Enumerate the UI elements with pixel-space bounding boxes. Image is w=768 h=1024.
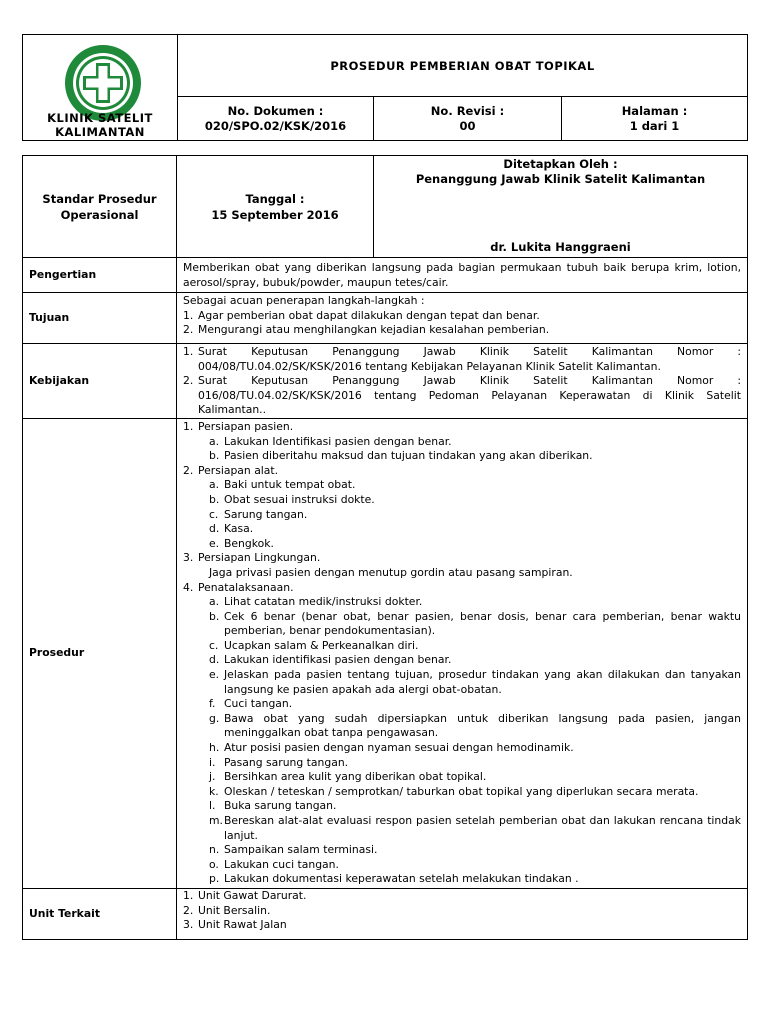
unit-terkait-label: Unit Terkait <box>23 888 177 939</box>
pengertian-label: Pengertian <box>23 258 177 293</box>
document-number-label: No. Dokumen : <box>227 103 324 118</box>
set-by-label: Ditetapkan Oleh : <box>503 157 618 171</box>
pengertian-text: Memberikan obat yang diberikan langsung pada bagian permukaan tubuh baik berupa krim, lotion, aerosol/spray, bubuk/powder, maupun tetes/cair. <box>177 258 748 293</box>
list-item: 2. Mengurangi atau menghilangkan kejadian kesalahan pemberian. <box>183 323 741 338</box>
list-item: b. Obat sesuai instruksi dokte. <box>209 492 375 506</box>
list-item: 2. Unit Bersalin. <box>183 903 271 917</box>
list-item: 1. Agar pemberian obat dapat dilakukan dengan tepat dan benar. <box>183 309 741 324</box>
prosedur-content <box>177 418 748 888</box>
unit-terkait-row <box>23 888 748 939</box>
set-by-role: Penanggung Jawab Klinik Satelit Kalimantan <box>415 172 706 186</box>
list-item: k. Oleskan / teteskan / semprotkan/ taburkan obat topikal yang diperlukan secara merata. <box>209 784 699 798</box>
list-item: 2. Surat Keputusan Penanggung Jawab Klinik Satelit Kalimantan Nomor : 016/08/TU.04.02/SK/KSK/2016 tentang Pedoman Pelayanan Keperawatan di Klinik Satelit Kalimantan.. <box>183 374 741 417</box>
signer-name: dr. Lukita Hanggraeni <box>490 240 631 254</box>
list-item: e. Jelaskan pada pasien tentang tujuan, prosedur tindakan yang akan dilakukan dan tanyakan langsung ke pasien apakah ada alergi obat-obatan. <box>209 668 741 696</box>
approval-row <box>23 156 748 258</box>
prosedur-step-3: 3. Persiapan Lingkungan. <box>183 551 321 565</box>
clinic-name-line2: KALIMANTAN <box>55 125 145 139</box>
tujuan-label: Tujuan <box>23 293 177 344</box>
revision-cell <box>374 97 562 141</box>
list-item: n. Sampaikan salam terminasi. <box>209 843 378 857</box>
list-item: h. Atur posisi pasien dengan nyaman sesuai dengan hemodinamik. <box>209 741 574 755</box>
procedure-table <box>22 155 748 940</box>
clinic-name <box>23 111 177 139</box>
document-number-cell <box>178 97 374 141</box>
date-cell <box>177 156 374 258</box>
kebijakan-row <box>23 344 748 419</box>
list-item: c. Sarung tangan. <box>209 507 308 521</box>
list-item: p. Lakukan dokumentasi keperawatan setelah melakukan tindakan . <box>209 872 579 886</box>
prosedur-step-1: 1. Persiapan pasien. <box>183 419 294 433</box>
list-item: g. Bawa obat yang sudah dipersiapkan untuk diberikan langsung pada pasien, jangan meninggalkan obat tanpa pengawasan. <box>209 711 741 740</box>
list-item: i. Pasang sarung tangan. <box>209 755 349 769</box>
step-1-title: Persiapan pasien. <box>198 419 294 433</box>
list-item: d. Lakukan identifikasi pasien dengan benar. <box>209 653 452 667</box>
list-item: m. Bereskan alat-alat evaluasi respon pasien setelah pemberian obat dan lakukan rencana tindak lanjut. <box>209 814 741 842</box>
spo-line2: Operasional <box>60 207 139 222</box>
document-title: PROSEDUR PEMBERIAN OBAT TOPIKAL <box>178 35 748 97</box>
tujuan-intro: Sebagai acuan penerapan langkah-langkah : <box>183 294 425 307</box>
prosedur-step-2: 2. Persiapan alat. <box>183 463 279 477</box>
page-cell <box>562 97 748 141</box>
revision-value: 00 <box>459 118 476 133</box>
list-item: 1. Surat Keputusan Penanggung Jawab Klinik Satelit Kalimantan Nomor : 004/08/TU.04.02/SK/KSK/2016 tentang Kebijakan Pelayanan Klinik Satelit Kalimantan. <box>183 345 741 373</box>
pengertian-row <box>23 258 748 293</box>
prosedur-step-4: 4. Penatalaksanaan. <box>183 580 294 594</box>
page-value: 1 dari 1 <box>629 118 680 133</box>
prosedur-row <box>23 418 748 888</box>
kebijakan-item-2: Surat Keputusan Penanggung Jawab Klinik Satelit Kalimantan Nomor : 016/08/TU.04.02/SK/KSK/2016 tentang Pedoman Pelayanan Keperawatan di Klinik Satelit Kalimantan.. <box>198 374 741 417</box>
page-label: Halaman : <box>621 103 688 118</box>
step-4-title: Penatalaksanaan. <box>198 580 294 594</box>
prosedur-label: Prosedur <box>23 418 177 888</box>
tujuan-content <box>177 293 748 344</box>
tujuan-item-1: Agar pemberian obat dapat dilakukan dengan tepat dan benar. <box>198 308 540 322</box>
list-item: b. Pasien diberitahu maksud dan tujuan tindakan yang akan diberikan. <box>209 449 593 463</box>
date-label: Tanggal : <box>245 191 305 206</box>
kebijakan-label: Kebijakan <box>23 344 177 419</box>
list-item: 3. Unit Rawat Jalan <box>183 918 287 932</box>
kebijakan-content <box>177 344 748 419</box>
document-header <box>22 34 748 141</box>
document-number-value: 020/SPO.02/KSK/2016 <box>204 118 347 133</box>
date-value: 15 September 2016 <box>211 207 339 222</box>
list-item: b. Cek 6 benar (benar obat, benar pasien, benar dosis, benar cara pemberian, benar waktu pemberian, benar pendokumentasian). <box>209 609 741 638</box>
unit-terkait-content <box>177 888 748 939</box>
list-item: 1. Unit Gawat Darurat. <box>183 888 307 902</box>
list-item: l. Buka sarung tangan. <box>209 799 337 813</box>
tujuan-row <box>23 293 748 344</box>
list-item: d. Kasa. <box>209 522 254 536</box>
step-2-title: Persiapan alat. <box>198 463 279 477</box>
list-item: o. Lakukan cuci tangan. <box>209 857 339 871</box>
list-item: c. Ucapkan salam & Perkeanalkan diri. <box>209 638 419 652</box>
step-3-title: Persiapan Lingkungan. <box>198 551 321 565</box>
logo-cell <box>23 35 178 141</box>
kebijakan-item-1: Surat Keputusan Penanggung Jawab Klinik Satelit Kalimantan Nomor : 004/08/TU.04.02/SK/KSK/2016 tentang Kebijakan Pelayanan Klinik Satelit Kalimantan. <box>198 345 741 373</box>
list-item: j. Bersihkan area kulit yang diberikan obat topikal. <box>209 770 487 784</box>
spo-cell <box>23 156 177 258</box>
list-item: f. Cuci tangan. <box>209 697 293 711</box>
list-item: e. Bengkok. <box>209 536 274 550</box>
revision-label: No. Revisi : <box>430 103 505 118</box>
spo-line1: Standar Prosedur <box>42 191 157 206</box>
set-by-cell <box>374 156 748 258</box>
clinic-name-line1: KLINIK SATELIT <box>47 111 153 125</box>
list-item: a. Baki untuk tempat obat. <box>209 478 356 492</box>
list-item: a. Lakukan Identifikasi pasien dengan benar. <box>209 434 452 448</box>
step-3-text: Jaga privasi pasien dengan menutup gordin atau pasang sampiran. <box>209 565 573 579</box>
list-item: a. Lihat catatan medik/instruksi dokter. <box>209 595 423 609</box>
tujuan-item-2: Mengurangi atau menghilangkan kejadian kesalahan pemberian. <box>198 323 550 337</box>
